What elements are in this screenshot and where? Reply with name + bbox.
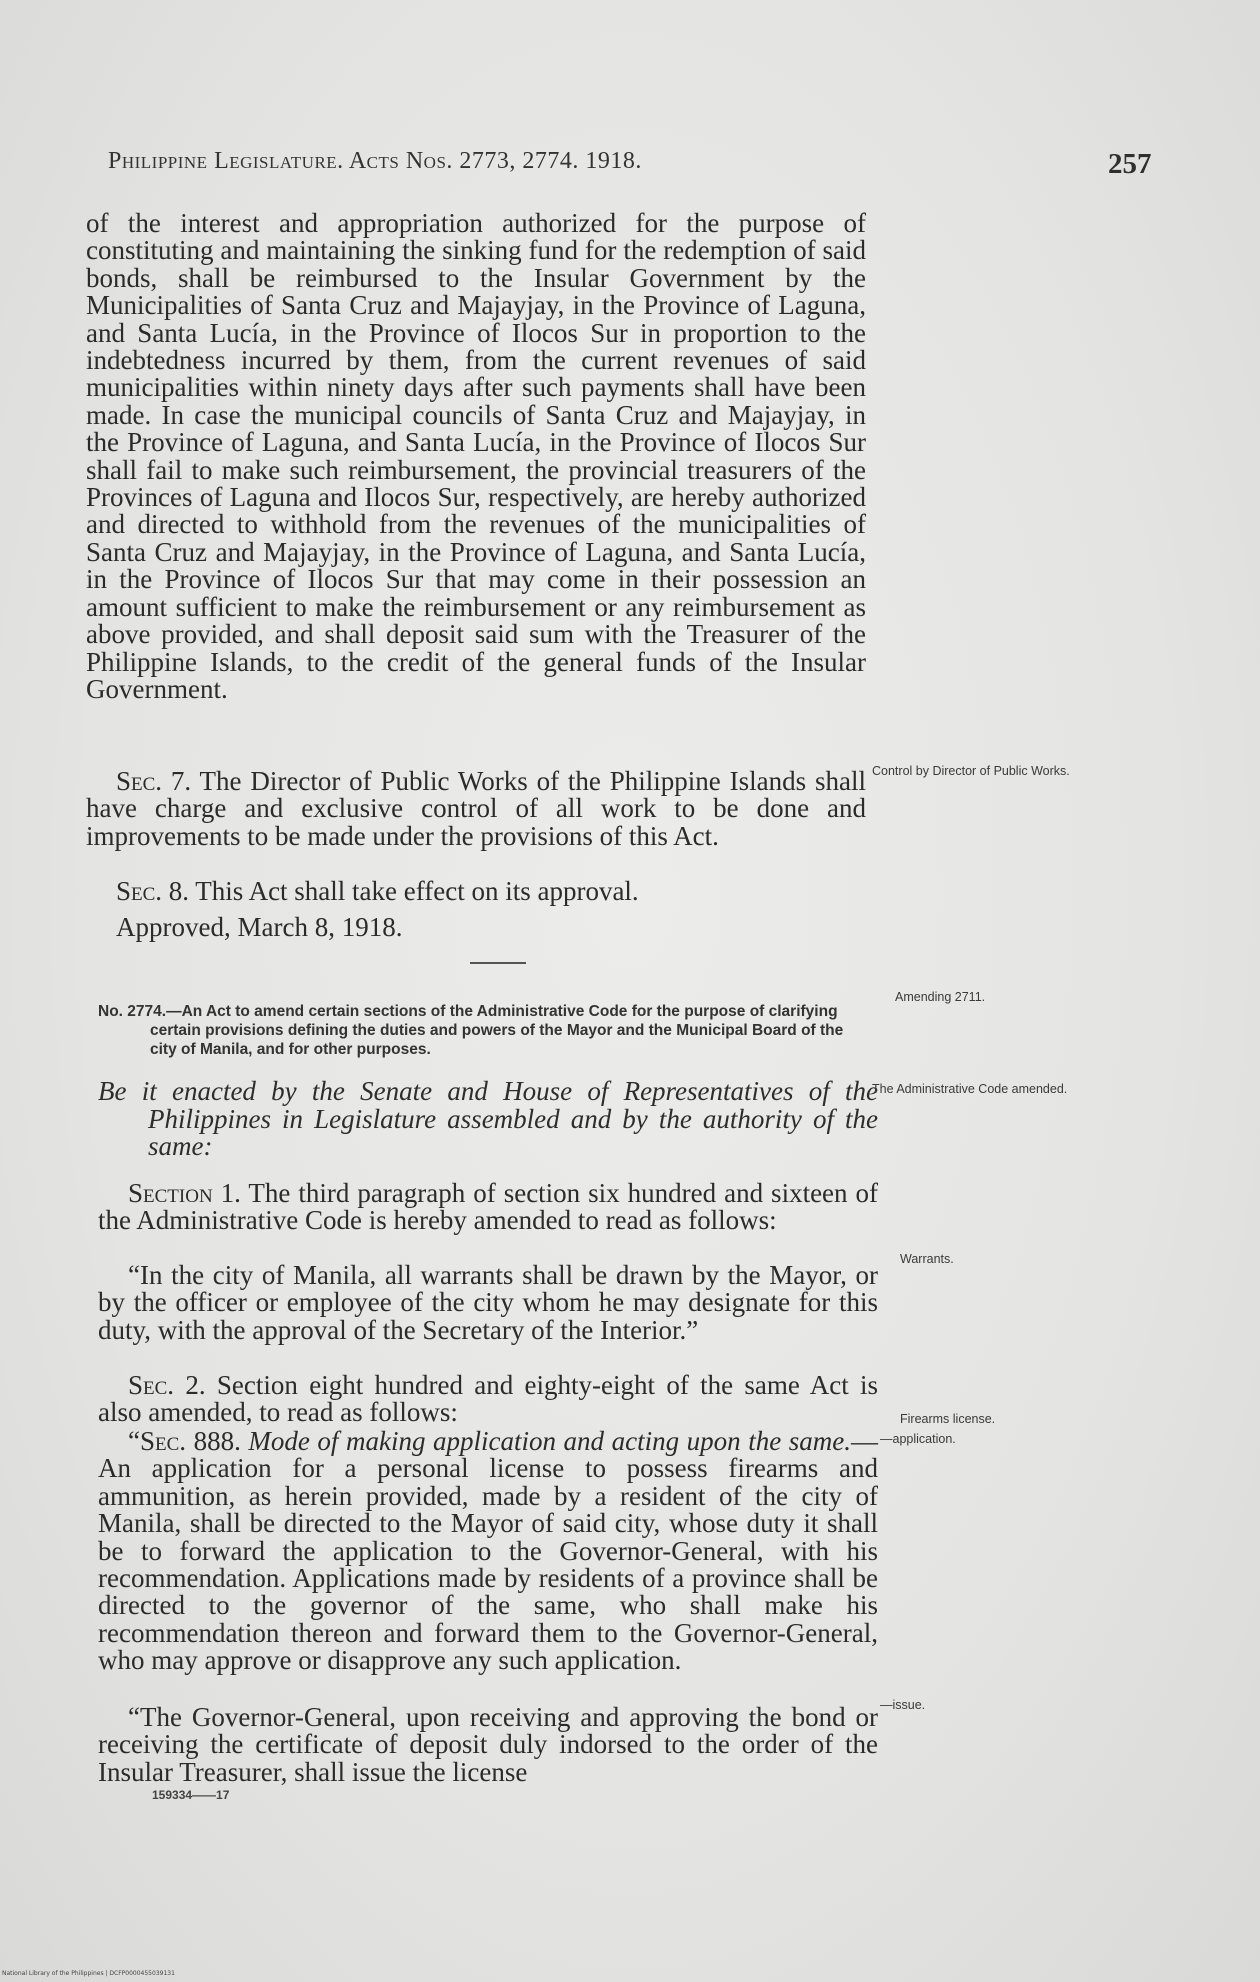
margin-note-admin-code: The Administrative Code amended. xyxy=(872,1082,1068,1096)
enacting-clause-text: Be it enacted by the Senate and House of Representatives of the Philippines in Legislature assembled and by the authority of the same: xyxy=(98,1076,878,1161)
section-888-open: “Sec. 888. xyxy=(128,1426,249,1456)
approval-line xyxy=(86,914,866,941)
section-888 xyxy=(98,1428,878,1675)
governor-paragraph-text: “The Governor-General, upon receiving and approving the bond or receiving the certificate of deposit duly indorsed to the order of the Insular Treasurer, shall issue the license xyxy=(98,1702,878,1787)
section-8 xyxy=(86,878,866,905)
section-888-text: —An application for a personal license to possess firearms and ammunition, as herein provided, made by a resident of the city of Manila, shall be directed to the Mayor of said city, whose duty it shall be to forward the application to the Governor-General, with his recommendation. Applications made by residents of a province shall be directed to the governor of the same, who shall make his recommendation thereon and forward them to the Governor-General, who may approve or disapprove any such application. xyxy=(98,1426,878,1676)
margin-note-application: —application. xyxy=(880,1432,956,1446)
page-number: 257 xyxy=(1108,148,1152,180)
margin-note-issue: —issue. xyxy=(880,1698,926,1712)
act-number: No. 2774. xyxy=(98,1003,167,1020)
continued-paragraph-text: of the interest and appropriation authorized for the purpose of constituting and maintaining the sinking fund for the redemption of said bonds, shall be reimbursed to the Insular Government by the Municipalities of Santa Cruz and Majayjay, in the Province of Laguna, and Santa Lucía, in the Province of Ilocos Sur in proportion to the indebtedness incurred by them, from the current revenues of said municipalities within ninety days after such payments shall have been made. In case the municipal councils of Santa Cruz and Majayjay, in the Province of Laguna, and Santa Lucía, in the Province of Ilocos Sur shall fail to make such reimbursement, the provincial treasurers of the Provinces of Laguna and Ilocos Sur, respectively, are hereby authorized and directed to withhold from the revenues of the municipalities of Santa Cruz and Majayjay, in the Province of Laguna, and Santa Lucía, in the Province of Ilocos Sur that may come in their possession an amount sufficient to make the reimbursement or any reimbursement as above provided, and shall deposit said sum with the Treasurer of the Philippine Islands, to the credit of the general funds of the Insular Government. xyxy=(86,208,866,704)
section-divider xyxy=(470,962,526,964)
section-888-title: Mode of making application and acting upon the same. xyxy=(248,1426,851,1456)
section-8-text: This Act shall take effect on its approval. xyxy=(189,876,639,906)
library-attribution: National Library of the Philippines | DCFP0000455039131 xyxy=(2,1970,175,1977)
act-title: —An Act to amend certain sections of the Administrative Code for the purpose of clarifying certain provisions defining the duties and powers of the Mayor and the Municipal Board of the city of Manila, and for other purposes. xyxy=(150,1003,844,1058)
section-1-label: Section 1. xyxy=(128,1178,241,1208)
quote-warrants xyxy=(98,1262,878,1344)
section-2-label: Sec. 2. xyxy=(128,1370,206,1400)
margin-note-firearms: Firearms license. xyxy=(900,1412,996,1426)
running-title: Philippine Legislature. Acts Nos. 2773, 2774. 1918. xyxy=(108,148,642,174)
section-8-label: Sec. 8. xyxy=(116,876,190,906)
running-header xyxy=(108,148,1158,175)
margin-note-control: Control by Director of Public Works. xyxy=(872,764,1070,778)
section-2 xyxy=(98,1372,878,1427)
continued-paragraph xyxy=(86,210,866,703)
enacting-clause xyxy=(98,1078,878,1161)
section-2-text: Section eight hundred and eighty-eight of the same Act is also amended, to read as follows: xyxy=(98,1370,879,1428)
act-2774-heading xyxy=(98,1002,868,1059)
section-7-text: The Director of Public Works of the Philippine Islands shall have charge and exclusive control of all work to be done and improvements to be made under the provisions of this Act. xyxy=(86,766,866,851)
section-1-text: The third paragraph of section six hundred and sixteen of the Administrative Code is hereby amended to read as follows: xyxy=(98,1178,879,1236)
section-7-label: Sec. 7. xyxy=(116,766,192,796)
print-code: 159334——17 xyxy=(152,1788,230,1802)
governor-paragraph xyxy=(98,1704,878,1786)
approved-text: Approved, March 8, 1918. xyxy=(116,912,403,942)
section-1 xyxy=(98,1180,878,1235)
margin-note-amending: Amending 2711. xyxy=(895,990,986,1004)
quote-warrants-text: “In the city of Manila, all warrants shall be drawn by the Mayor, or by the officer or employee of the city whom he may designate for this duty, with the approval of the Secretary of the Interior.” xyxy=(98,1260,878,1345)
section-7 xyxy=(86,768,866,850)
margin-note-warrants: Warrants. xyxy=(900,1252,954,1266)
